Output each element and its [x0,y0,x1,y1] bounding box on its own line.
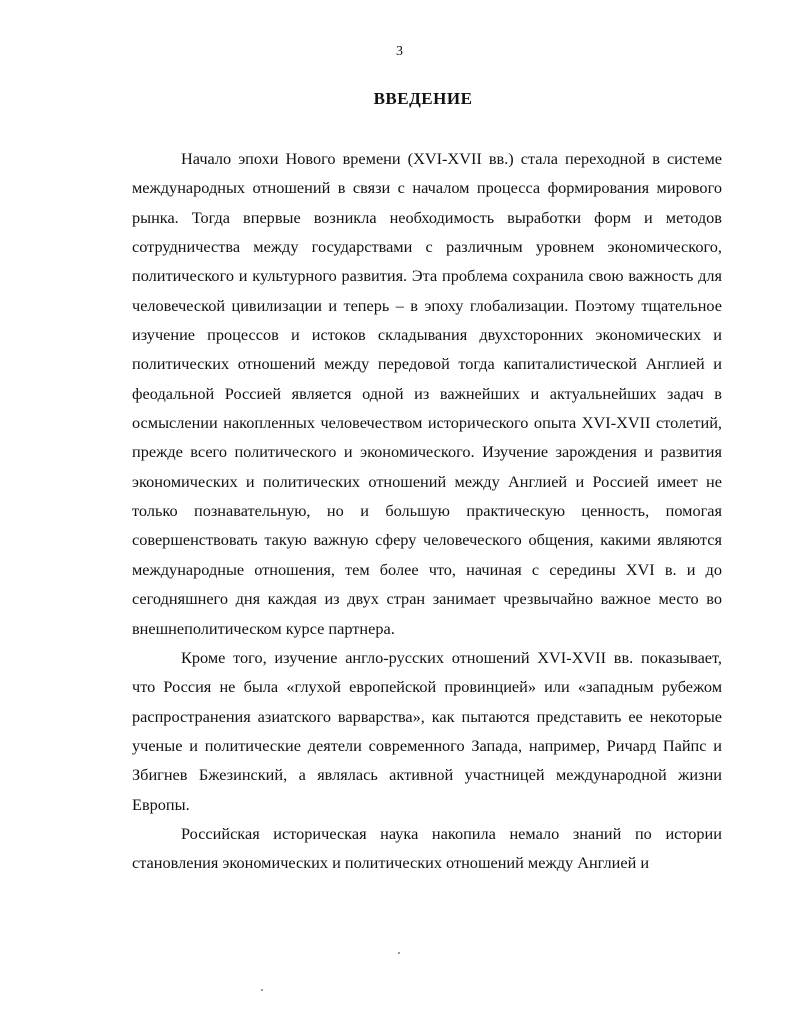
scan-speck [398,952,400,954]
paragraph-historiography: Российская историческая наука накопила немало знаний по истории становления экономических и политических отношений между Англией и [132,823,722,873]
page-heading: ВВЕДЕНИЕ [373,89,473,108]
body-text [132,144,722,878]
page-number: 3 [396,44,403,59]
paragraph-intro: Начало эпохи Нового времени (XVI-XVII вв.) стала переходной в системе международных отношений в связи с началом процесса формирования мирового рынка. Тогда впервые возникла необходимость выработки форм и методов сотрудничества между государствами с различным уровнем экономического, политического и культурного развития. Эта проблема сохранила свою важность для человеческой цивилизации и теперь – в эпоху глобализации. Поэтому тщательное изучение процессов и истоков складывания двухсторонних экономических и политических отношений между передовой тогда капиталистической Англией и феодальной Россией является одной из важнейших и актуальнейших задач в осмыслении накопленных человечеством исторического опыта XVI-XVII столетий, прежде всего политического и экономического. Изучение зарождения и развития экономических и политических отношений между Англией и Россией имеет не только познавательную, но и большую практическую ценность, помогая совершенствовать такую важную сферу человеческого общения, какими являются международные отношения, тем более что, начиная с середины XVI в. и до сегодняшнего дня каждая из двух стран занимает чрезвычайно важное место во внешнеполитическом курсе партнера. [132,149,722,638]
scan-speck [261,989,263,991]
paragraph-russia-role: Кроме того, изучение англо-русских отношений XVI-XVII вв. показывает, что Россия не была «глухой европейской провинцией» или «западным рубежом распространения азиатского варварства», как пытаются представить ее некоторые ученые и политические деятели современного Запада, например, Ричард Пайпс и Збигнев Бжезинский, а являлась активной участницей международной жизни Европы. [132,647,722,814]
